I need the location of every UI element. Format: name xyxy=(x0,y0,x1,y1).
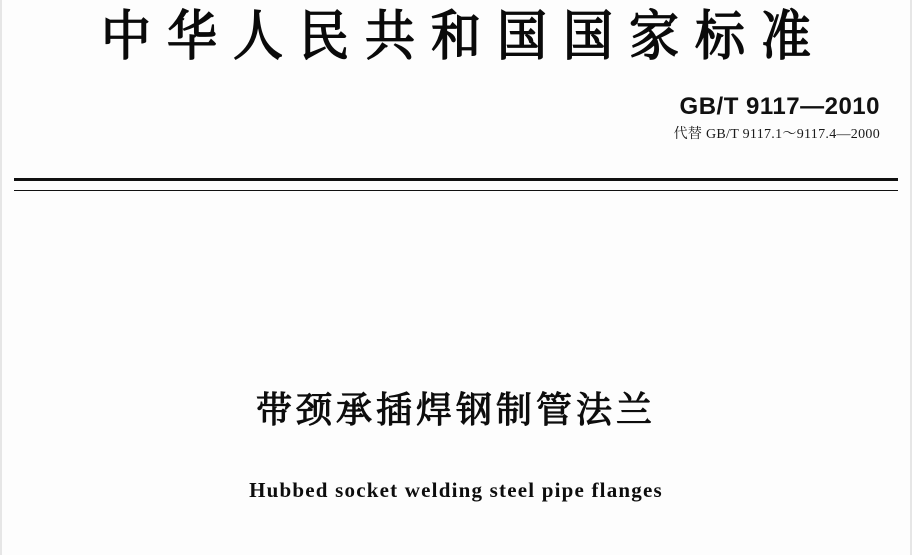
document-title-english: Hubbed socket welding steel pipe flanges xyxy=(249,478,663,502)
header-rule-thin xyxy=(14,190,898,191)
standard-number: GB/T 9117—2010 xyxy=(679,93,880,120)
standard-replaces-note: 代替 GB/T 9117.1～9117.4—2000 xyxy=(673,127,880,142)
standard-identification-block xyxy=(674,92,880,145)
page-edge-left xyxy=(0,0,2,555)
national-standard-banner xyxy=(0,0,912,72)
document-title-chinese: 带颈承插焊钢制管法兰 xyxy=(255,390,656,431)
banner-title: 中华人民共和国国家标准 xyxy=(101,4,827,68)
header-rule-thick xyxy=(14,178,898,181)
